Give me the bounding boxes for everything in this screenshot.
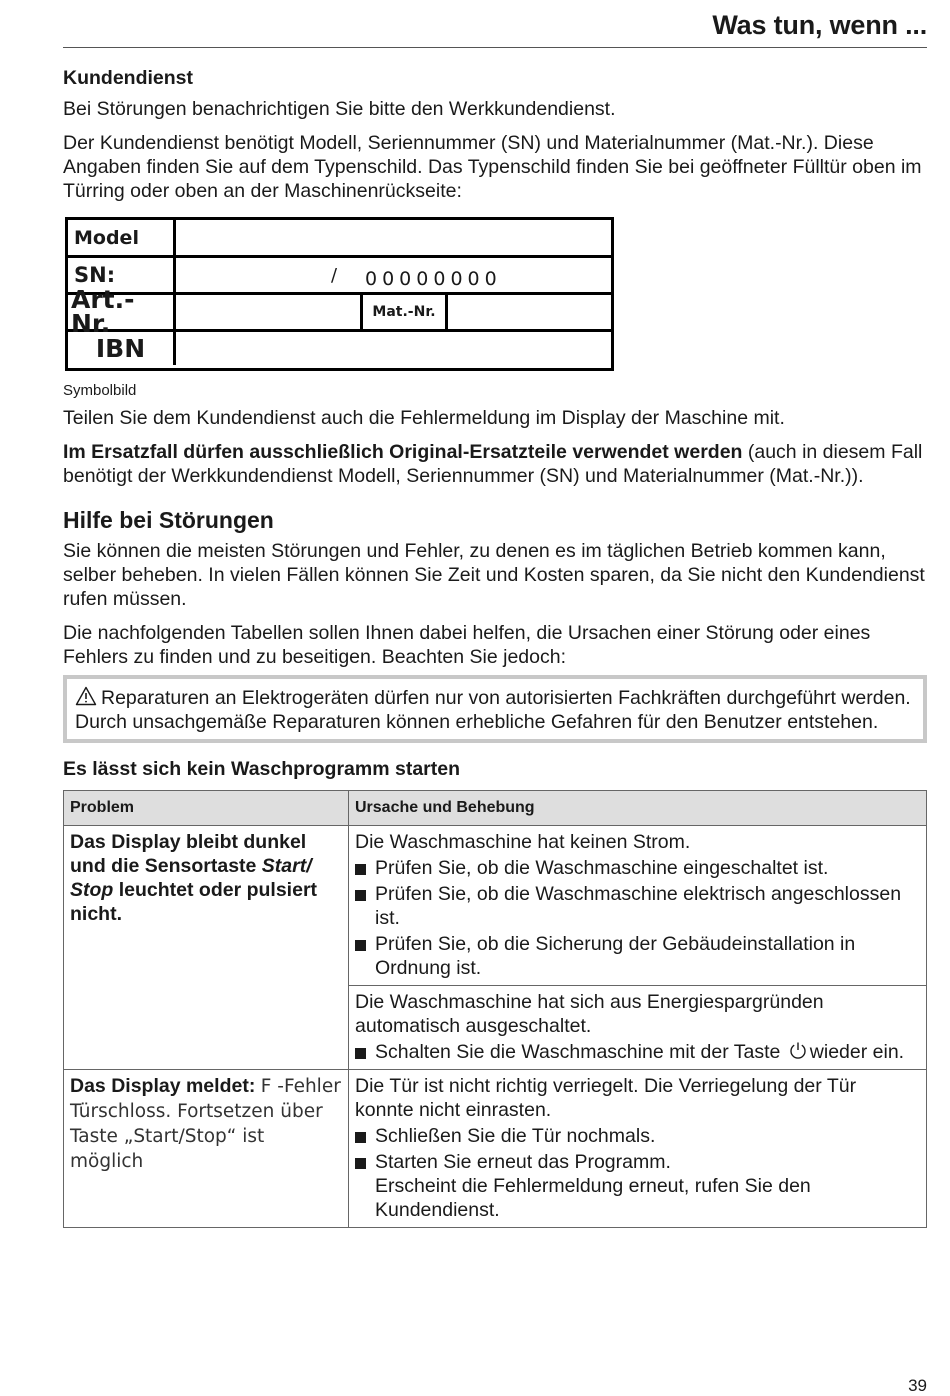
problem-cell-door-lock: Das Display meldet: F -Fehler Türschloss. Fortsetzen über Taste „Start/Stop“ ist möglich [64, 1070, 349, 1228]
display-message: F -Fehler Türschloss. Fortsetzen über Taste „Start/Stop“ ist möglich [70, 1076, 341, 1172]
table-header-row [64, 791, 927, 826]
plate-row-model [68, 220, 611, 258]
problem-cell-display-dark: Das Display bleibt dunkel und die Sensortaste Start/ Stop leuchtet oder pulsiert nicht. [64, 826, 349, 1070]
cause-cell-no-power [349, 826, 927, 986]
page-body [63, 66, 927, 1228]
ersatzteile-rest: (auch in diesem Fall benötigt der Werkkundendienst Modell, Seriennummer (SN) und Materialnummer (Mat.-Nr.)). [63, 441, 923, 487]
header-rule [63, 47, 927, 48]
cause-text: Die Tür ist nicht richtig verriegelt. Die Verriegelung der Tür konnte nicht einrasten. [355, 1075, 857, 1121]
troubleshooting-table [63, 790, 927, 1228]
cause-cell-auto-off [349, 986, 927, 1070]
square-bullet-icon [355, 890, 366, 901]
square-bullet-icon [355, 1158, 366, 1169]
table-row [64, 1070, 927, 1228]
power-icon [789, 1041, 807, 1060]
image-caption: Symbolbild [63, 382, 137, 399]
column-header-problem: Problem [64, 791, 349, 826]
list-item: Prüfen Sie, ob die Sicherung der Gebäudeinstallation in Ordnung ist. [355, 932, 920, 980]
list-item: Schalten Sie die Waschmaschine mit der Taste wieder ein. [355, 1040, 920, 1064]
kundendienst-paragraph-4 [63, 440, 927, 488]
plate-art-label: Art.-Nr. [68, 295, 176, 329]
cause-cell-door-lock [349, 1070, 927, 1228]
kundendienst-heading: Kundendienst [63, 67, 193, 89]
ersatzteile-bold: Im Ersatzfall dürfen ausschließlich Original-Ersatzteile verwendet werden [63, 441, 743, 463]
plate-model-label: Model [68, 220, 176, 255]
type-plate-image [65, 217, 614, 371]
table-heading: Es lässt sich kein Waschprogramm starten [63, 758, 461, 780]
warning-box [63, 675, 927, 743]
hilfe-heading: Hilfe bei Störungen [63, 507, 274, 533]
list-item: Schließen Sie die Tür nochmals. [355, 1124, 920, 1148]
kundendienst-paragraph-2: Der Kundendienst benötigt Modell, Seriennummer (SN) und Materialnummer (Mat.-Nr.). Diese Angaben finden Sie auf dem Typenschild. Das Typenschild finden Sie bei geöffneter Fülltür oben im Türring oder oben an der Maschinenrückseite: [63, 132, 922, 202]
cause-text: Die Waschmaschine hat keinen Strom. [355, 831, 691, 853]
square-bullet-icon [355, 1132, 366, 1143]
hilfe-paragraph-1: Sie können die meisten Störungen und Fehler, zu denen es im täglichen Betrieb kommen kann, selber beheben. In vielen Fällen können Sie Zeit und Kosten sparen, da Sie nicht den Kundendienst rufen müssen. [63, 540, 925, 610]
plate-row-art [68, 285, 611, 338]
list-item: Prüfen Sie, ob die Waschmaschine eingeschaltet ist. [355, 856, 920, 880]
page-number: 39 [908, 1376, 927, 1395]
kundendienst-paragraph-1: Bei Störungen benachrichtigen Sie bitte den Werkkundendienst. [63, 98, 616, 120]
cause-text: Die Waschmaschine hat sich aus Energiespargründen automatisch ausgeschaltet. [355, 991, 824, 1037]
square-bullet-icon [355, 864, 366, 875]
square-bullet-icon [355, 940, 366, 951]
plate-row-ibn [68, 332, 611, 365]
table-row [64, 826, 927, 986]
kundendienst-paragraph-3: Teilen Sie dem Kundendienst auch die Fehlermeldung im Display der Maschine mit. [63, 407, 785, 429]
running-head: Was tun, wenn ... [712, 10, 927, 40]
plate-sn-slash: / [331, 265, 338, 286]
list-item: Starten Sie erneut das Programm. Erscheint die Fehlermeldung erneut, rufen Sie den Kundendienst. [355, 1150, 920, 1222]
warning-triangle-icon [75, 686, 97, 706]
plate-sn-label: SN: [68, 258, 176, 292]
plate-ibn-label: IBN [68, 332, 176, 365]
square-bullet-icon [355, 1048, 366, 1059]
manual-page [63, 0, 927, 1396]
start-stop-key-label: Start/ Stop [70, 855, 312, 901]
list-item: Prüfen Sie, ob die Waschmaschine elektrisch angeschlossen ist. [355, 882, 920, 930]
plate-sn-value: 00000000 [365, 268, 502, 290]
column-header-cause: Ursache und Behebung [349, 791, 927, 826]
hilfe-paragraph-2: Die nachfolgenden Tabellen sollen Ihnen dabei helfen, die Ursachen einer Störung oder eines Fehlers zu finden und zu beseitigen. Beachten Sie jedoch: [63, 622, 871, 668]
warning-text: Reparaturen an Elektrogeräten dürfen nur von autorisierten Fachkräften durchgeführt werden. Durch unsachgemäße Reparaturen können erhebliche Gefahren für den Benutzer entstehen. [75, 687, 911, 733]
plate-mat-label: Mat.-Nr. [360, 295, 448, 329]
